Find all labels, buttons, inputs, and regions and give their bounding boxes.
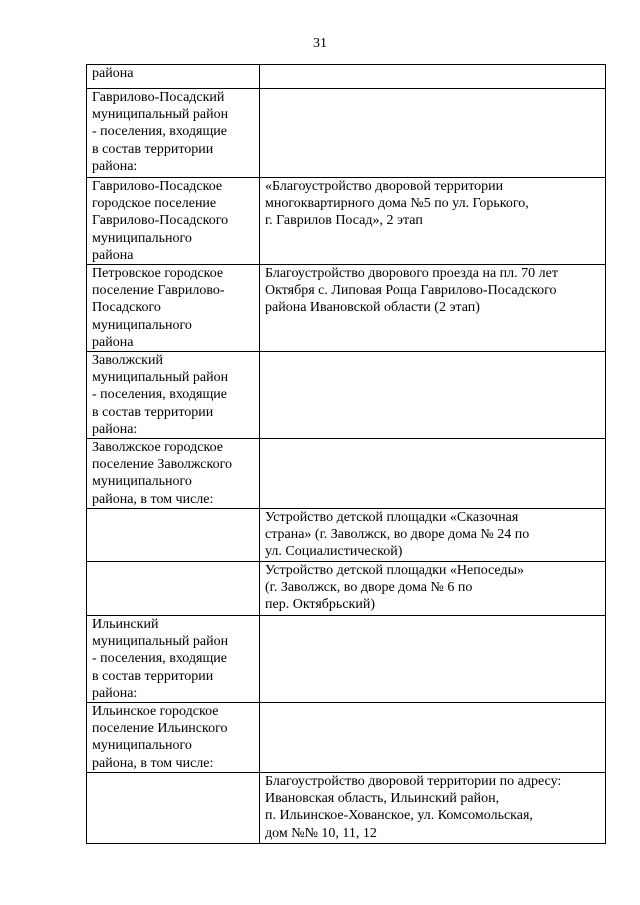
table-cell-territory: Гаврилово-Посадский муниципальный район - поселения, входящие в состав территории района: [87,89,260,178]
table-cell-territory: Заволжское городское поселение Заволжского муниципального района, в том числе: [87,439,260,509]
table-row [87,703,606,773]
table-cell-territory [87,773,260,844]
table-row [87,562,606,616]
table-cell-project [260,65,606,89]
table-cell-territory [87,562,260,616]
table-cell-territory: Ильинское городское поселение Ильинского муниципального района, в том числе: [87,703,260,773]
table-cell-project: Благоустройство дворового проезда на пл. 70 лет Октября с. Липовая Роща Гаврилово-Посадского района Ивановской области (2 этап) [260,265,606,352]
table-row [87,265,606,352]
table-cell-territory [87,509,260,562]
table-cell-project [260,352,606,439]
page-number: 31 [313,36,327,51]
table-cell-territory: Петровское городское поселение Гаврилово- Посадского муниципального района [87,265,260,352]
table-cell-project: Устройство детской площадки «Непоседы» (г. Заволжск, во дворе дома № 6 по пер. Октябрьский) [260,562,606,616]
table-cell-project: «Благоустройство дворовой территории многоквартирного дома №5 по ул. Горького, г. Гаврилов Посад», 2 этап [260,178,606,265]
table-cell-territory: района [87,65,260,89]
table-row [87,178,606,265]
table-row [87,352,606,439]
table-cell-territory: Гаврилово-Посадское городское поселение Гаврилово-Посадского муниципального района [87,178,260,265]
document-table [86,64,606,844]
table-cell-territory: Ильинский муниципальный район - поселения, входящие в состав территории района: [87,616,260,703]
table-cell-project [260,89,606,178]
table-row [87,439,606,509]
table-row [87,773,606,844]
table-cell-project [260,616,606,703]
table-cell-territory: Заволжский муниципальный район - поселения, входящие в состав территории района: [87,352,260,439]
table-cell-project [260,439,606,509]
table-cell-project: Благоустройство дворовой территории по адресу: Ивановская область, Ильинский район, п. Ильинское-Хованское, ул. Комсомольская, дом №№ 10, 11, 12 [260,773,606,844]
table-cell-project: Устройство детской площадки «Сказочная страна» (г. Заволжск, во дворе дома № 24 по ул. Социалистической) [260,509,606,562]
table-row [87,65,606,89]
table-row [87,616,606,703]
table-row [87,509,606,562]
table-cell-project [260,703,606,773]
table-row [87,89,606,178]
